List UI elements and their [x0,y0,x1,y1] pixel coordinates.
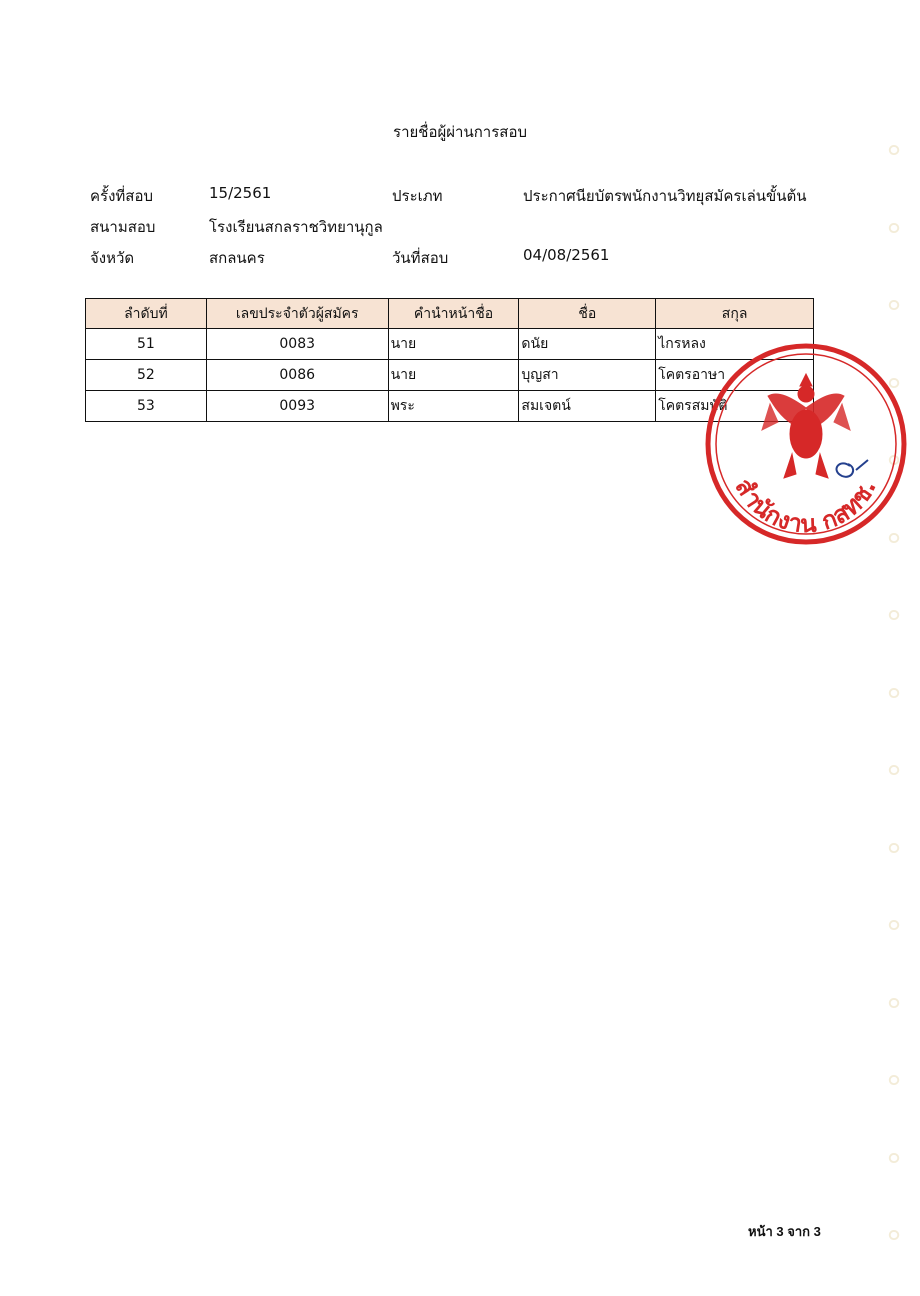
cell-last-name: โคตรอาษา [656,360,814,391]
results-table [85,298,814,422]
header-last-name: สกุล [656,299,814,329]
cell-first-name: ดนัย [519,329,656,360]
cell-order: 52 [86,360,207,391]
header-prefix: คำนำหน้าชื่อ [388,299,519,329]
type-value: ประกาศนียบัตรพนักงานวิทยุสมัครเล่นขั้นต้น [523,187,807,205]
document-title: รายชื่อผู้ผ่านการสอบ [393,123,527,141]
cell-order: 51 [86,329,207,360]
province-value: สกลนคร [209,249,265,267]
cell-last-name: ไกรหลง [656,329,814,360]
edge-watermark: ๐ ๐ ๐ ๐ ๐ ๐ ๐ ๐ ๐ ๐ ๐ ๐ ๐ ๐ ๐ [887,136,901,1246]
date-label: วันที่สอบ [392,249,449,267]
header-applicant-id: เลขประจำตัวผู้สมัคร [206,299,388,329]
table-row [86,329,814,360]
province-label: จังหวัด [90,249,135,267]
round-label: ครั้งที่สอบ [90,187,153,205]
cell-prefix: พระ [388,391,519,422]
cell-first-name: บุญสา [519,360,656,391]
round-value: 15/2561 [209,184,272,202]
cell-applicant-id: 0086 [206,360,388,391]
page-number: หน้า 3 จาก 3 [748,1224,821,1239]
table-header-row [86,299,814,329]
cell-applicant-id: 0093 [206,391,388,422]
svg-text:สำนักงาน กสทช.: สำนักงาน กสทช. [729,473,882,539]
cell-last-name: โคตรสมบัติ [656,391,814,422]
venue-label: สนามสอบ [90,218,156,236]
cell-prefix: นาย [388,329,519,360]
cell-first-name: สมเจตน์ [519,391,656,422]
date-value: 04/08/2561 [523,246,610,264]
header-first-name: ชื่อ [519,299,656,329]
cell-applicant-id: 0083 [206,329,388,360]
type-label: ประเภท [392,187,443,205]
venue-value: โรงเรียนสกลราชวิทยานุกูล [209,218,383,236]
table-row [86,360,814,391]
header-order: ลำดับที่ [86,299,207,329]
cell-prefix: นาย [388,360,519,391]
table-row [86,391,814,422]
cell-order: 53 [86,391,207,422]
